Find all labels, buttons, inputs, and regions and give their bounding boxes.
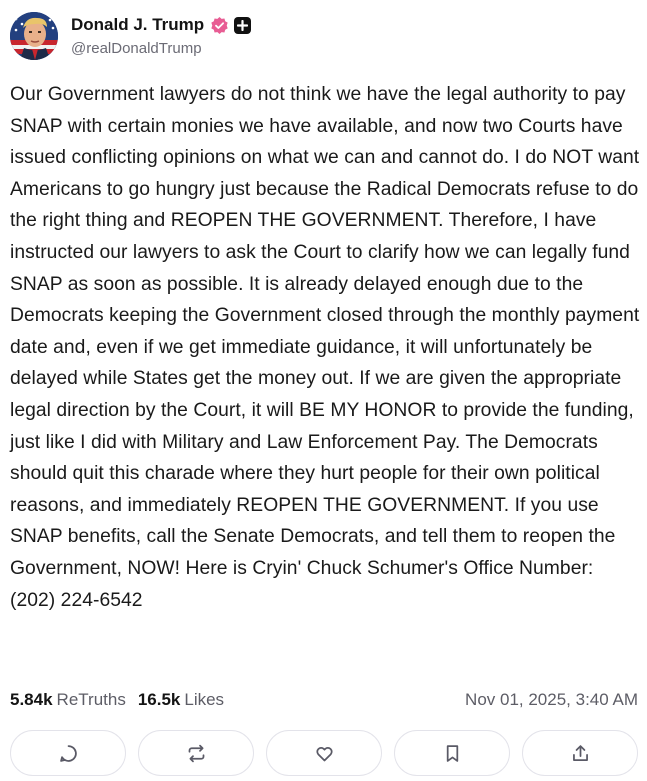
post-actions xyxy=(10,730,638,778)
avatar[interactable] xyxy=(10,12,58,60)
post-timestamp: Nov 01, 2025, 3:40 AM xyxy=(465,690,638,709)
retruth-icon xyxy=(186,743,207,764)
share-button[interactable] xyxy=(522,730,638,776)
like-button[interactable] xyxy=(266,730,382,776)
reply-button[interactable] xyxy=(10,730,126,776)
likes-label[interactable]: Likes xyxy=(184,690,225,709)
retruths-label[interactable]: ReTruths xyxy=(56,690,126,709)
bookmark-button[interactable] xyxy=(394,730,510,776)
bookmark-icon xyxy=(442,743,463,764)
retruth-button[interactable] xyxy=(138,730,254,776)
avatar-image xyxy=(10,12,58,60)
retruths-count[interactable]: 5.84k xyxy=(10,690,53,709)
share-icon xyxy=(570,743,591,764)
like-icon xyxy=(314,743,335,764)
likes-count[interactable]: 16.5k xyxy=(137,690,181,709)
author-name-row xyxy=(71,15,251,35)
post-stats xyxy=(10,688,638,712)
post-header xyxy=(10,12,630,62)
post-body: Our Government lawyers do not think we have the legal authority to pay SNAP with certain monies we have available, and now two Courts have issued conflicting opinions on what we can and cannot do. I do NOT want Americans to go hungry just because the Radical Democrats refuse to do the right thing and REOPEN THE GOVERNMENT. Therefore, I have instructed our lawyers to ask the Court to clarify how we can legally fund SNAP as soon as possible. It is already delayed enough due to the Democrats keeping the Government closed through the monthly payment date and, even if we get immediate guidance, it will unfortunately be delayed while States get the money out. If we are given the appropriate legal direction by the Court, it will BE MY HONOR to provide the funding, just like I did with Military and Law Enforcement Pay. The Democrats should quit this charade where they hurt people for their own political reasons, and immediately REOPEN THE GOVERNMENT. If you use SNAP benefits, call the Senate Democrats, and tell them to reopen the Government, NOW! Here is Cryin' Chuck Schumer's Office Number: (202) 224-6542 xyxy=(10,84,645,611)
display-name[interactable]: Donald J. Trump xyxy=(71,15,205,34)
plus-badge-icon xyxy=(234,17,251,34)
comment-icon xyxy=(58,743,79,764)
author-handle[interactable]: @realDonaldTrump xyxy=(71,40,202,57)
verified-badge-icon xyxy=(210,16,229,35)
